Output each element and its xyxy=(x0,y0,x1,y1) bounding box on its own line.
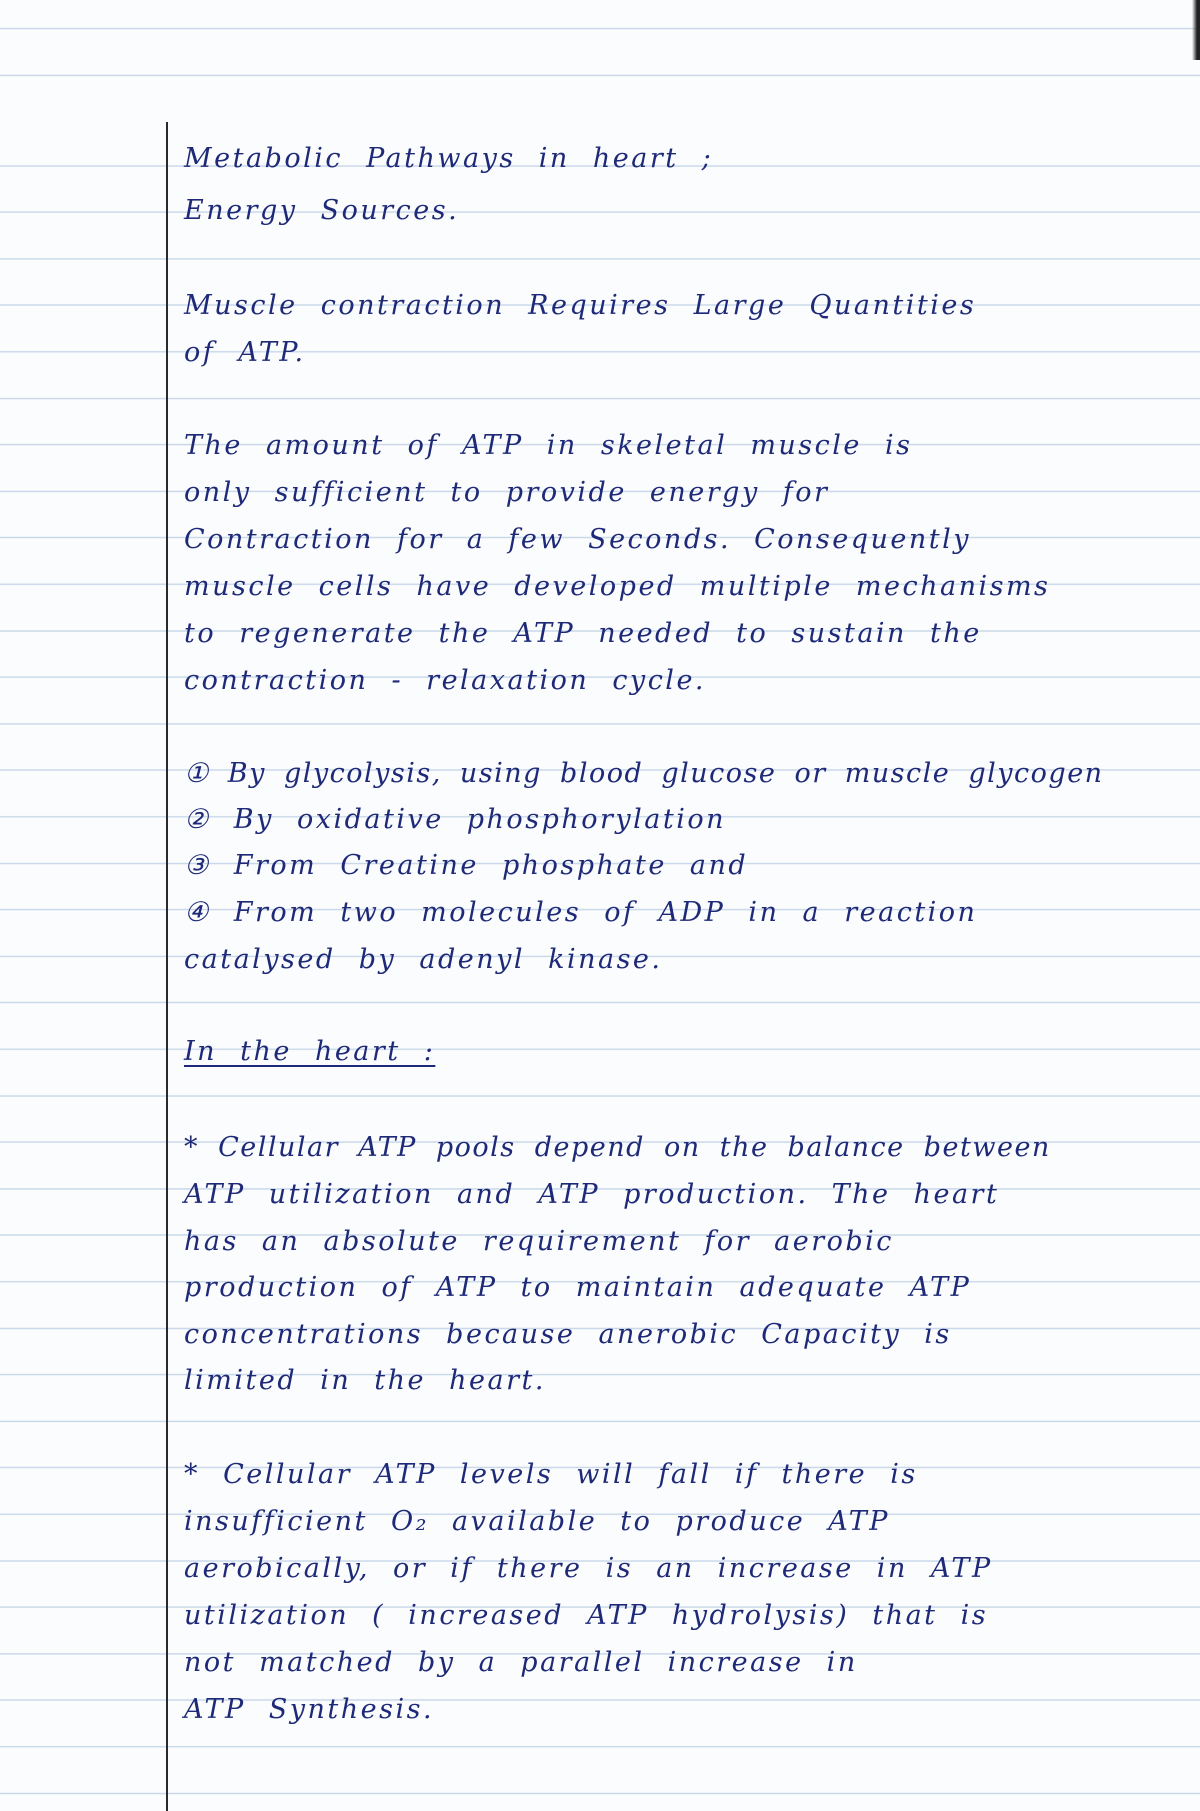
intro-line: Muscle contraction Requires Large Quantities xyxy=(184,290,977,321)
bullet-line: aerobically, or if there is an increase in ATP xyxy=(184,1553,993,1584)
page-edge-shadow xyxy=(1188,0,1200,60)
bullet-line: concentrations because anerobic Capacity is xyxy=(184,1319,952,1350)
bullet-line: limited in the heart. xyxy=(184,1365,546,1396)
bullet-line: ATP Synthesis. xyxy=(184,1694,435,1725)
section-heading: In the heart : xyxy=(184,1036,436,1067)
page-title: Metabolic Pathways in heart ; xyxy=(184,143,714,174)
bullet-line: has an absolute requirement for aerobic xyxy=(184,1226,894,1257)
paragraph-line: The amount of ATP in skeletal muscle is xyxy=(184,430,913,461)
mechanism-item: ③ From Creatine phosphate and xyxy=(184,850,749,881)
bullet-line: not matched by a parallel increase in xyxy=(184,1647,858,1678)
bullet-line: insufficient O₂ available to produce ATP xyxy=(184,1506,890,1537)
margin-line xyxy=(166,122,168,1811)
paragraph-line: to regenerate the ATP needed to sustain the xyxy=(184,618,982,649)
bullet-line: * Cellular ATP levels will fall if there is xyxy=(184,1459,918,1490)
page-subtitle: Energy Sources. xyxy=(184,195,460,226)
paragraph-line: contraction - relaxation cycle. xyxy=(184,665,707,696)
bullet-line: * Cellular ATP pools depend on the balance between xyxy=(184,1132,1051,1163)
intro-line: of ATP. xyxy=(184,337,306,368)
mechanism-item: ② By oxidative phosphorylation xyxy=(184,804,726,835)
paragraph-line: only sufficient to provide energy for xyxy=(184,477,830,508)
mechanism-item: catalysed by adenyl kinase. xyxy=(184,944,663,975)
paragraph-line: Contraction for a few Seconds. Consequently xyxy=(184,524,972,555)
paragraph-line: muscle cells have developed multiple mechanisms xyxy=(184,571,1051,602)
bullet-line: production of ATP to maintain adequate ATP xyxy=(184,1272,972,1303)
mechanism-item: ① By glycolysis, using blood glucose or muscle glycogen xyxy=(184,758,1104,789)
mechanism-item: ④ From two molecules of ADP in a reaction xyxy=(184,897,978,928)
bullet-line: utilization ( increased ATP hydrolysis) that is xyxy=(184,1600,989,1631)
bullet-line: ATP utilization and ATP production. The heart xyxy=(184,1179,1000,1210)
